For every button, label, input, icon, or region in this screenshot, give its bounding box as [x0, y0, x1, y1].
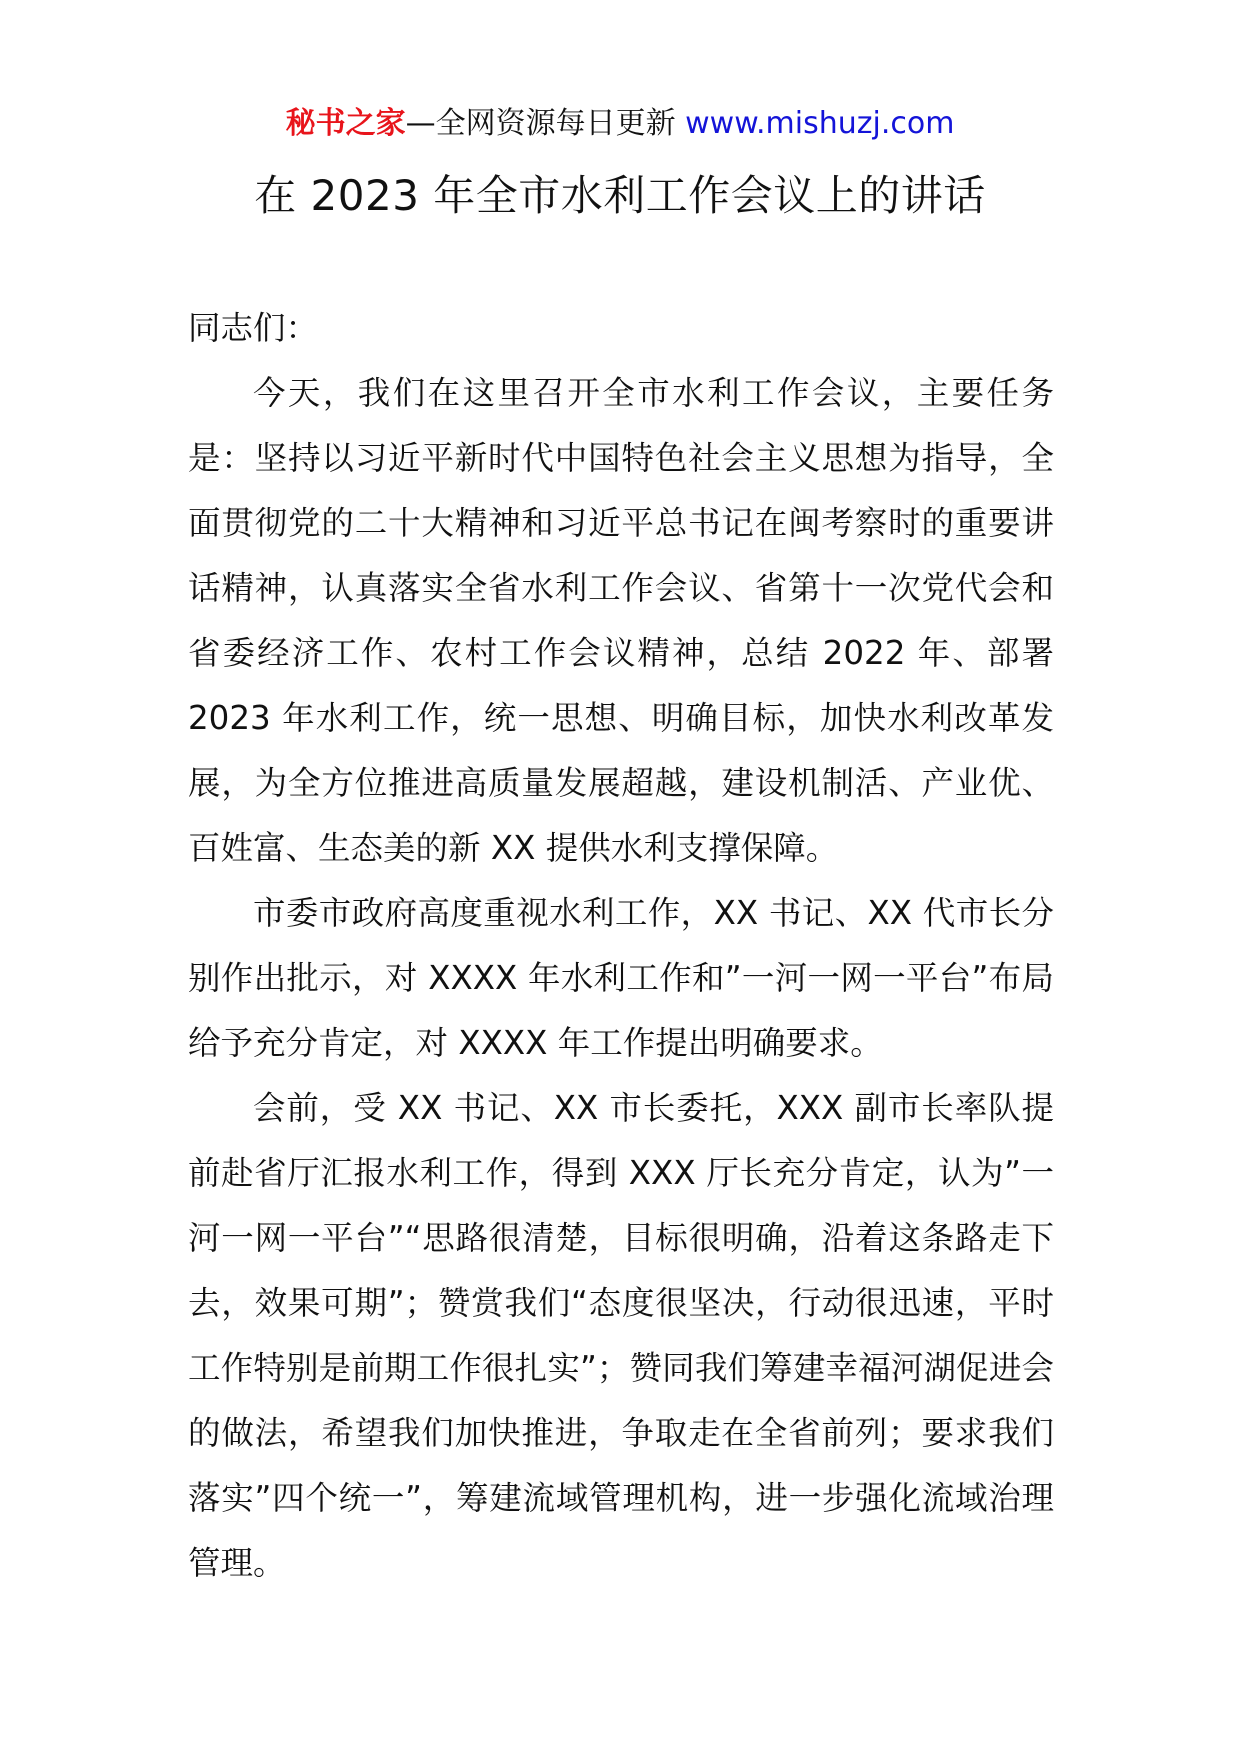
- salutation: 同志们：: [188, 309, 319, 347]
- site-url-link[interactable]: www.mishuzj.com: [685, 106, 955, 141]
- paragraph-1: 今天，我们在这里召开全市水利工作会议，主要任务是：坚持以习近平新时代中国特色社会主义思想为指导，全面贯彻党的二十大精神和习近平总书记在闽考察时的重要讲话精神，认真落实全省水利工作会议、省第十一次党代会和省委经济工作、农村工作会议精神，总结 2022 年、部署 2023 年水利工作，统一思想、明确目标，加快水利改革发展，为全方位推进高质量发展超越，建设机制活、产业优、百姓富、生态美的新 XX 提供水利支撑保障。: [188, 374, 1054, 867]
- paragraph-2: 市委市政府高度重视水利工作，XX 书记、XX 代市长分别作出批示，对 XXXX 年水利工作和”一河一网一平台”布局给予充分肯定，对 XXXX 年工作提出明确要求。: [188, 894, 1054, 1062]
- paragraph-3: 会前，受 XX 书记、XX 市长委托，XXX 副市长率队提前赴省厅汇报水利工作，得到 XXX 厅长充分肯定，认为”一河一网一平台”“思路很清楚，目标很明确，沿着这条路走下去，效果可期”；赞赏我们“态度很坚决，行动很迅速，平时工作特别是前期工作很扎实”；赞同我们筹建幸福河湖促进会的做法，希望我们加快推进，争取走在全省前列；要求我们落实”四个统一”，筹建流域管理机构，进一步强化流域治理管理。: [188, 1089, 1054, 1582]
- brand-name: 秘书之家: [285, 106, 406, 141]
- document-title: 在 2023 年全市水利工作会议上的讲话: [254, 171, 986, 220]
- site-header: [0, 104, 1240, 144]
- document-body: [188, 296, 1054, 1596]
- header-slogan: —全网资源每日更新: [405, 106, 686, 141]
